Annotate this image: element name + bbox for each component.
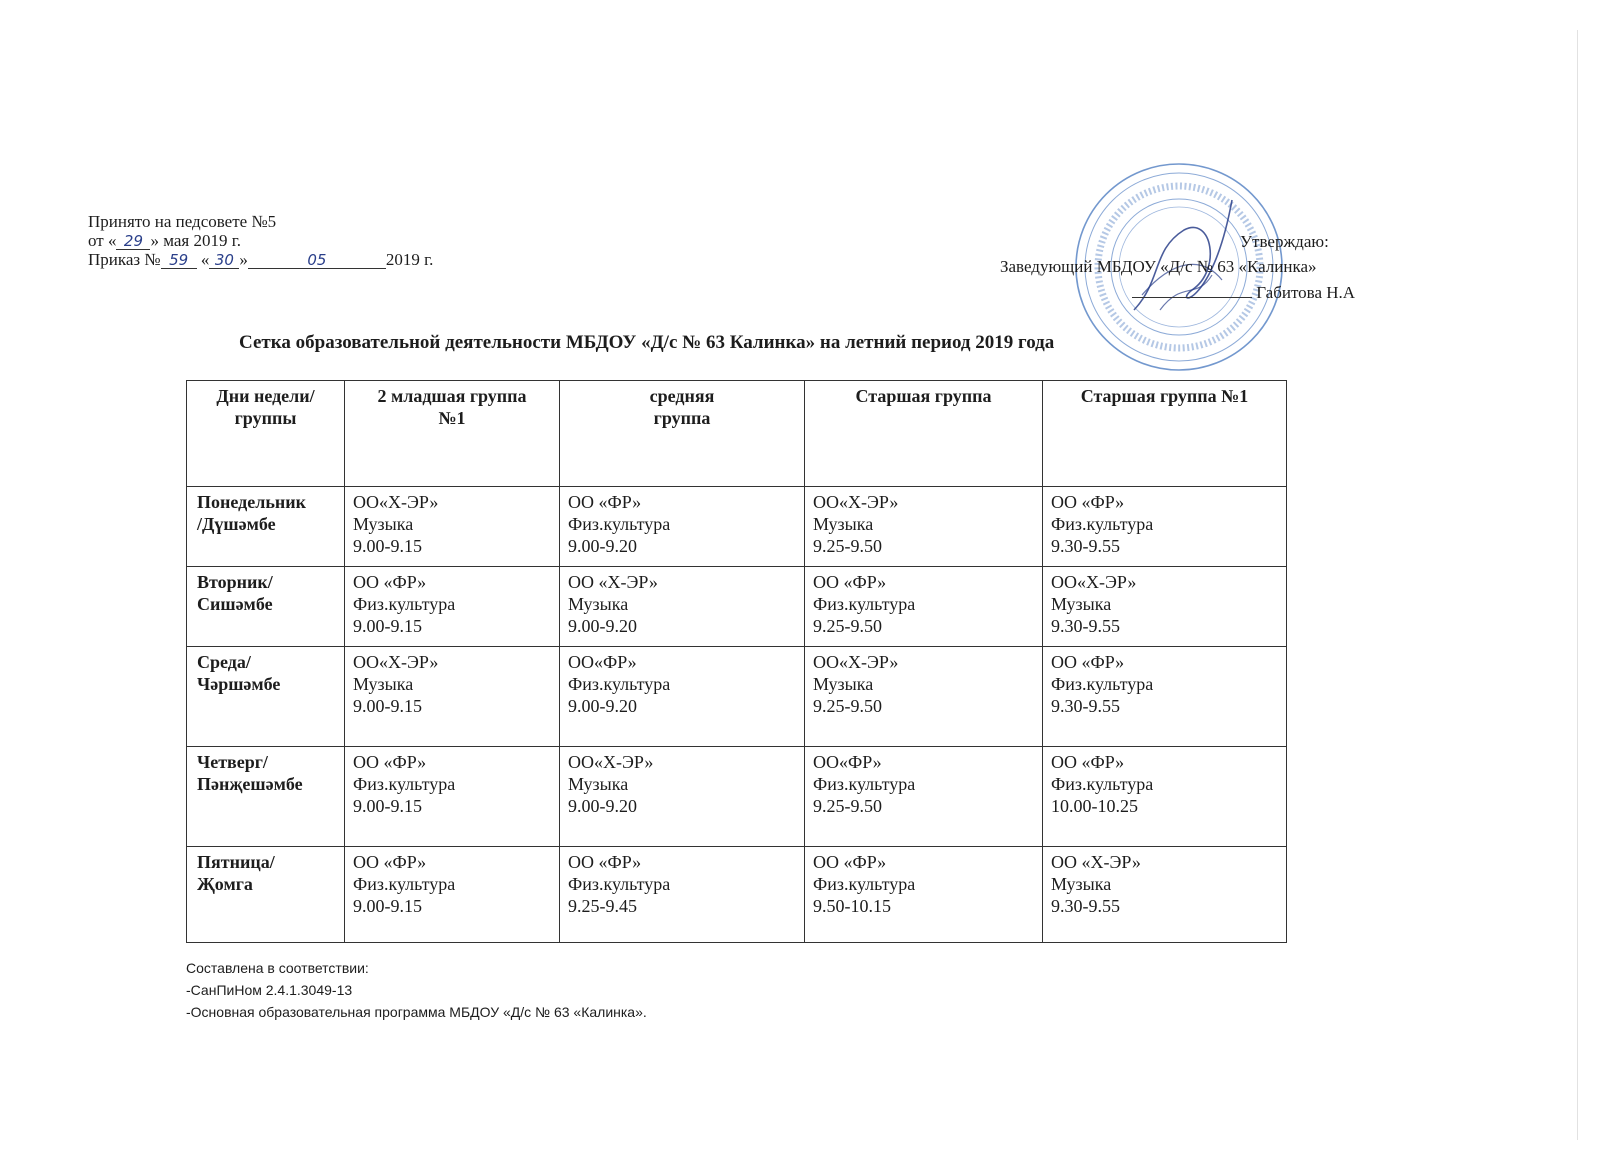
adoption-line-2: от « 29 » мая 2019 г. <box>88 231 242 250</box>
lesson-cell: ОО «ФР» Физ.культура 9.00-9.20 <box>560 487 805 567</box>
lesson-cell: ОО «ФР» Физ.культура 9.25-9.45 <box>560 847 805 943</box>
lesson-cell: ОО«ФР» Физ.культура 9.00-9.20 <box>560 647 805 747</box>
lesson-cell: ОО «ФР» Физ.культура 9.00-9.15 <box>345 747 560 847</box>
footer-item: -Основная образовательная программа МБДОУ «Д/с № 63 «Калинка». <box>186 1004 647 1020</box>
schedule-table <box>186 380 1287 943</box>
order-number-handwritten: 59 <box>161 253 197 269</box>
lesson-cell: ОО «ФР» Физ.культура 10.00-10.25 <box>1043 747 1287 847</box>
adoption-line-1: Принято на педсовете №5 <box>88 212 277 231</box>
lesson-cell: ОО «Х-ЭР» Музыка 9.30-9.55 <box>1043 847 1287 943</box>
header-days: Дни недели/ группы <box>187 381 345 487</box>
approver-name: Габитова Н.А <box>1256 283 1356 302</box>
lesson-cell: ОО«Х-ЭР» Музыка 9.25-9.50 <box>805 647 1043 747</box>
lesson-cell: ОО «ФР» Физ.культура 9.30-9.55 <box>1043 487 1287 567</box>
day-cell: Пятница/ Җомга <box>187 847 345 943</box>
day-cell: Четверг/ Пәнҗешәмбе <box>187 747 345 847</box>
table-row <box>187 567 1287 647</box>
lesson-cell: ОО«Х-ЭР» Музыка 9.00-9.15 <box>345 487 560 567</box>
lesson-cell: ОО «ФР» Физ.культура 9.50-10.15 <box>805 847 1043 943</box>
approval-signature-line <box>1132 281 1355 305</box>
lesson-cell: ОО«Х-ЭР» Музыка 9.00-9.15 <box>345 647 560 747</box>
day-cell: Среда/ Чәршәмбе <box>187 647 345 747</box>
table-header-row <box>187 381 1287 487</box>
header-senior: Старшая группа <box>805 381 1043 487</box>
order-line: Приказ № 59 « 30 » 05 2019 г. <box>88 250 434 269</box>
header-middle: средняя группа <box>560 381 805 487</box>
signature-underline <box>1132 283 1252 298</box>
lesson-cell: ОО«Х-ЭР» Музыка 9.30-9.55 <box>1043 567 1287 647</box>
footer-item: -СанПиНом 2.4.1.3049-13 <box>186 982 353 998</box>
table-row <box>187 747 1287 847</box>
adoption-day-handwritten: 29 <box>116 234 150 250</box>
table-row <box>187 847 1287 943</box>
order-month-handwritten: 05 <box>248 253 386 269</box>
day-cell: Вторник/ Сишәмбе <box>187 567 345 647</box>
approval-position: Заведующий МБДОУ «Д/с № 63 «Калинка» <box>1000 257 1317 276</box>
lesson-cell: ОО «ФР» Физ.культура 9.25-9.50 <box>805 567 1043 647</box>
lesson-cell: ОО«Х-ЭР» Музыка 9.00-9.20 <box>560 747 805 847</box>
lesson-cell: ОО«ФР» Физ.культура 9.25-9.50 <box>805 747 1043 847</box>
table-row <box>187 487 1287 567</box>
lesson-cell: ОО «ФР» Физ.культура 9.00-9.15 <box>345 567 560 647</box>
approval-heading: Утверждаю: <box>1240 232 1329 251</box>
page-edge <box>1577 30 1578 1140</box>
lesson-cell: ОО«Х-ЭР» Музыка 9.25-9.50 <box>805 487 1043 567</box>
page-title: Сетка образовательной деятельности МБДОУ «Д/с № 63 Калинка» на летний период 2019 года <box>239 332 1055 353</box>
adoption-block <box>88 212 433 269</box>
table-row <box>187 647 1287 747</box>
lesson-cell: ОО «ФР» Физ.культура 9.30-9.55 <box>1043 647 1287 747</box>
lesson-cell: ОО «ФР» Физ.культура 9.00-9.15 <box>345 847 560 943</box>
header-junior-2: 2 младшая группа №1 <box>345 381 560 487</box>
order-day-handwritten: 30 <box>209 253 239 269</box>
header-senior-1: Старшая группа №1 <box>1043 381 1287 487</box>
footer-intro: Составлена в соответствии: <box>186 960 369 976</box>
footer-notes <box>186 957 647 1023</box>
day-cell: Понедельник /Дүшәмбе <box>187 487 345 567</box>
lesson-cell: ОО «Х-ЭР» Музыка 9.00-9.20 <box>560 567 805 647</box>
